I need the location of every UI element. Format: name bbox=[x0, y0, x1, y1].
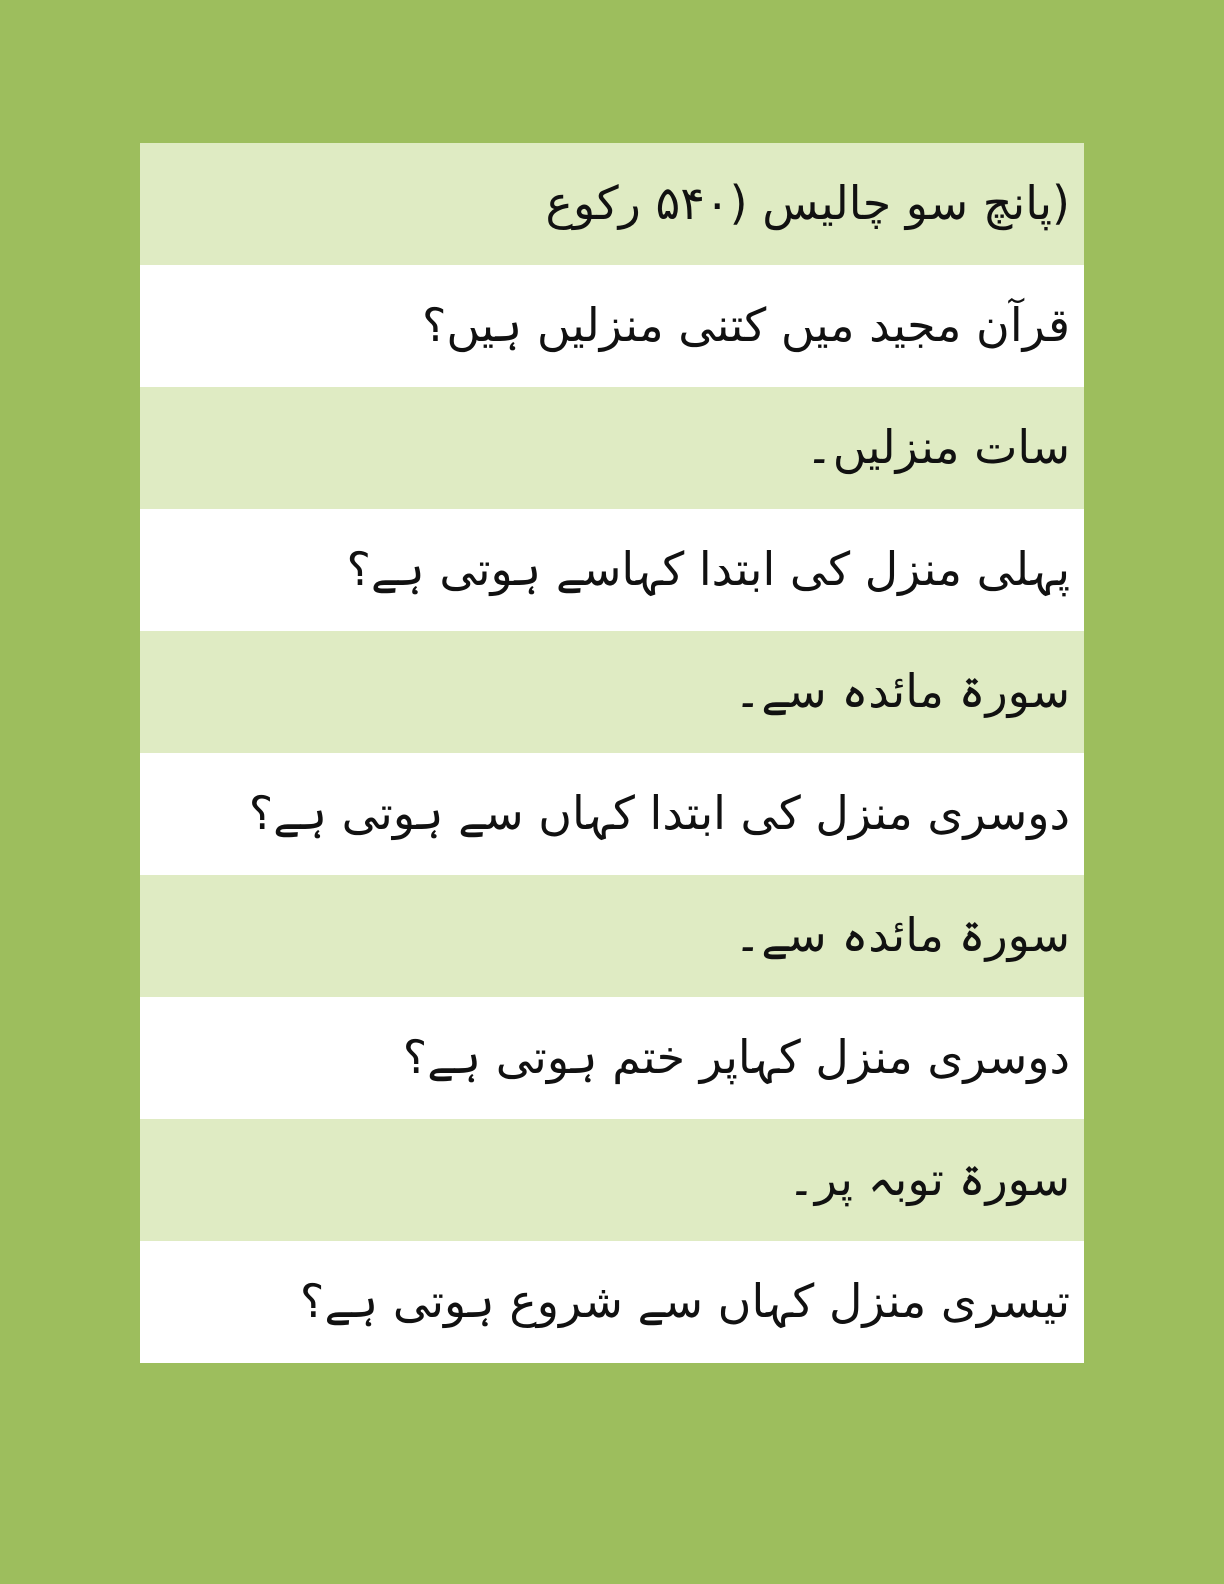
answer-text: سات منزلیں۔ bbox=[805, 420, 1070, 475]
question-row bbox=[140, 509, 1084, 631]
answer-row bbox=[140, 875, 1084, 997]
question-text: دوسری منزل کی ابتدا کہاں سے ہوتی ہے؟ bbox=[248, 786, 1070, 841]
answer-text: سورۃ مائدہ سے۔ bbox=[734, 664, 1070, 719]
question-text: پہلی منزل کی ابتدا کہاسے ہوتی ہے؟ bbox=[346, 542, 1070, 597]
question-row bbox=[140, 1241, 1084, 1363]
answer-text: (پانچ سو چالیس (۵۴۰ رکوع bbox=[545, 176, 1070, 231]
answer-row bbox=[140, 1119, 1084, 1241]
question-text: قرآن مجید میں کتنی منزلیں ہیں؟ bbox=[421, 298, 1070, 353]
answer-row bbox=[140, 631, 1084, 753]
question-text: تیسری منزل کہاں سے شروع ہوتی ہے؟ bbox=[299, 1274, 1070, 1329]
qa-panel bbox=[140, 143, 1084, 1363]
question-text: دوسری منزل کہاپر ختم ہوتی ہے؟ bbox=[402, 1030, 1070, 1085]
answer-text: سورۃ مائدہ سے۔ bbox=[734, 908, 1070, 963]
question-row bbox=[140, 997, 1084, 1119]
answer-text: سورۃ توبہ پر۔ bbox=[787, 1152, 1070, 1207]
question-row bbox=[140, 753, 1084, 875]
answer-row bbox=[140, 143, 1084, 265]
answer-row bbox=[140, 387, 1084, 509]
question-row bbox=[140, 265, 1084, 387]
